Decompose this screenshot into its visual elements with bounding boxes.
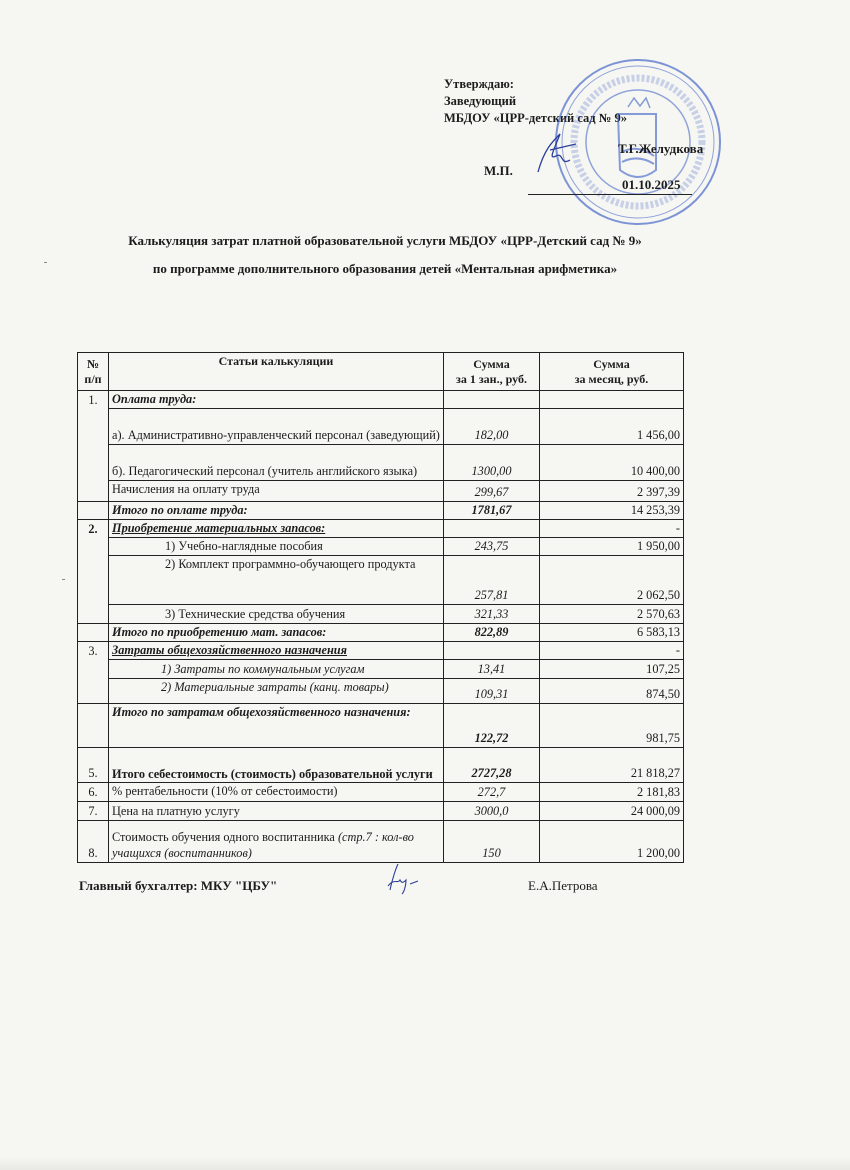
- table-row: [78, 409, 684, 445]
- per-month-value: -: [540, 520, 684, 538]
- document-subtitle: по программе дополнительного образования детей «Ментальная арифметика»: [152, 261, 618, 276]
- approval-position: Заведующий: [444, 94, 517, 108]
- per-lesson-value: 299,67: [444, 481, 540, 502]
- row-number: 7.: [78, 802, 109, 821]
- per-lesson-value: [444, 391, 540, 409]
- section-heading: Приобретение материальных запасов:: [109, 520, 444, 538]
- chief-accountant-name: Е.А.Петрова: [528, 878, 598, 893]
- per-month-value: 981,75: [540, 704, 684, 748]
- header-per-lesson: Сумма за 1 зан., руб.: [444, 353, 540, 391]
- per-lesson-value: 822,89: [444, 624, 540, 642]
- per-month-value: 6 583,13: [540, 624, 684, 642]
- per-month-value: -: [540, 642, 684, 660]
- table-row: [78, 642, 684, 660]
- table-row-total-cost: [78, 748, 684, 783]
- row-label: 2) Материальные затраты (канц. товары): [109, 679, 444, 704]
- table-row: [78, 821, 684, 863]
- table-row: [78, 445, 684, 481]
- scan-speck: [62, 579, 65, 580]
- per-lesson-value: 150: [444, 821, 540, 863]
- table-row: [78, 556, 684, 605]
- per-month-value: 24 000,09: [540, 802, 684, 821]
- per-lesson-value: [444, 642, 540, 660]
- subtotal-label: Итого по затратам общехозяйственного назначения:: [109, 704, 444, 748]
- row-label-note: (стр.7 : кол-во учащихся (воспитанников): [112, 830, 414, 860]
- page-bottom-edge: [0, 1156, 850, 1170]
- table-row: [78, 520, 684, 538]
- approval-organization: МБДОУ «ЦРР-детский сад № 9»: [444, 111, 627, 125]
- accountant-signature-icon: [382, 860, 432, 896]
- per-lesson-value: 1781,67: [444, 502, 540, 520]
- table-row: [78, 660, 684, 679]
- row-label: 2) Комплект программно-обучающего продукта: [109, 556, 444, 605]
- row-number: [78, 502, 109, 520]
- header-per-month: Сумма за месяц, руб.: [540, 353, 684, 391]
- cost-calculation-table: [77, 352, 684, 863]
- approval-date: 01.10.2025: [622, 177, 681, 192]
- row-number: [78, 556, 109, 605]
- row-label: Итого себестоимость (стоимость) образовательной услуги: [109, 748, 444, 783]
- per-month-value: 10 400,00: [540, 445, 684, 481]
- section-heading: Оплата труда:: [109, 391, 444, 409]
- row-number: [78, 605, 109, 624]
- table-row: [78, 802, 684, 821]
- row-number: [78, 445, 109, 481]
- header-number: № п/п: [78, 353, 109, 391]
- per-lesson-value: 13,41: [444, 660, 540, 679]
- per-month-value: 1 950,00: [540, 538, 684, 556]
- row-label: а). Административно-управленческий персонал (заведующий): [109, 409, 444, 445]
- per-lesson-value: 243,75: [444, 538, 540, 556]
- approver-name: Т.Г.Желудкова: [618, 141, 704, 156]
- date-underline: [528, 194, 692, 195]
- stamp-place-label: М.П.: [484, 163, 513, 178]
- row-number: [78, 538, 109, 556]
- row-number: 8.: [78, 821, 109, 863]
- per-lesson-value: 182,00: [444, 409, 540, 445]
- row-label: % рентабельности (10% от себестоимости): [109, 783, 444, 802]
- header-item: Статьи калькуляции: [109, 353, 444, 391]
- per-month-value: 1 200,00: [540, 821, 684, 863]
- table-row-subtotal: [78, 704, 684, 748]
- per-month-value: 2 397,39: [540, 481, 684, 502]
- per-month-value: [540, 391, 684, 409]
- table-row-subtotal: [78, 624, 684, 642]
- table-header-row: [78, 353, 684, 391]
- table-row: [78, 481, 684, 502]
- per-lesson-value: 1300,00: [444, 445, 540, 481]
- row-number: [78, 624, 109, 642]
- row-number: 6.: [78, 783, 109, 802]
- row-number: [78, 481, 109, 502]
- per-lesson-value: 122,72: [444, 704, 540, 748]
- row-label: 1) Затраты по коммунальным услугам: [109, 660, 444, 679]
- per-month-value: 2 062,50: [540, 556, 684, 605]
- per-month-value: 21 818,27: [540, 748, 684, 783]
- table-row: [78, 391, 684, 409]
- row-number: 5.: [78, 748, 109, 783]
- per-lesson-value: 3000,0: [444, 802, 540, 821]
- row-number: [78, 704, 109, 748]
- row-number: [78, 679, 109, 704]
- chief-accountant-label: Главный бухгалтер: МКУ "ЦБУ": [79, 878, 278, 893]
- per-lesson-value: [444, 520, 540, 538]
- table-row: [78, 605, 684, 624]
- per-lesson-value: 272,7: [444, 783, 540, 802]
- per-lesson-value: 257,81: [444, 556, 540, 605]
- table-row: [78, 783, 684, 802]
- per-month-value: 1 456,00: [540, 409, 684, 445]
- per-month-value: 107,25: [540, 660, 684, 679]
- row-label: 3) Технические средства обучения: [109, 605, 444, 624]
- table-row-subtotal: [78, 502, 684, 520]
- per-lesson-value: 2727,28: [444, 748, 540, 783]
- row-number: [78, 409, 109, 445]
- per-month-value: 2 181,83: [540, 783, 684, 802]
- section-heading: Затраты общехозяйственного назначения: [109, 642, 444, 660]
- per-lesson-value: 109,31: [444, 679, 540, 704]
- row-number: 1.: [78, 391, 109, 409]
- table-row: [78, 679, 684, 704]
- director-signature-icon: [530, 120, 590, 180]
- row-number: 3.: [78, 642, 109, 660]
- row-label: [109, 821, 444, 863]
- row-label: Цена на платную услугу: [109, 802, 444, 821]
- per-lesson-value: 321,33: [444, 605, 540, 624]
- row-number: 2.: [78, 520, 109, 538]
- subtotal-label: Итого по оплате труда:: [109, 502, 444, 520]
- row-number: [78, 660, 109, 679]
- row-label: 1) Учебно-наглядные пособия: [109, 538, 444, 556]
- row-label: Начисления на оплату труда: [109, 481, 444, 502]
- document-title: Калькуляция затрат платной образовательной услуги МБДОУ «ЦРР-Детский сад № 9»: [128, 233, 642, 248]
- approval-heading: Утверждаю:: [444, 77, 514, 91]
- per-month-value: 874,50: [540, 679, 684, 704]
- row-label-main: Стоимость обучения одного воспитанника: [112, 830, 335, 844]
- row-label: б). Педагогический персонал (учитель английского языка): [109, 445, 444, 481]
- table-row: [78, 538, 684, 556]
- per-month-value: 14 253,39: [540, 502, 684, 520]
- subtotal-label: Итого по приобретению мат. запасов:: [109, 624, 444, 642]
- per-month-value: 2 570,63: [540, 605, 684, 624]
- scan-speck: [44, 262, 47, 263]
